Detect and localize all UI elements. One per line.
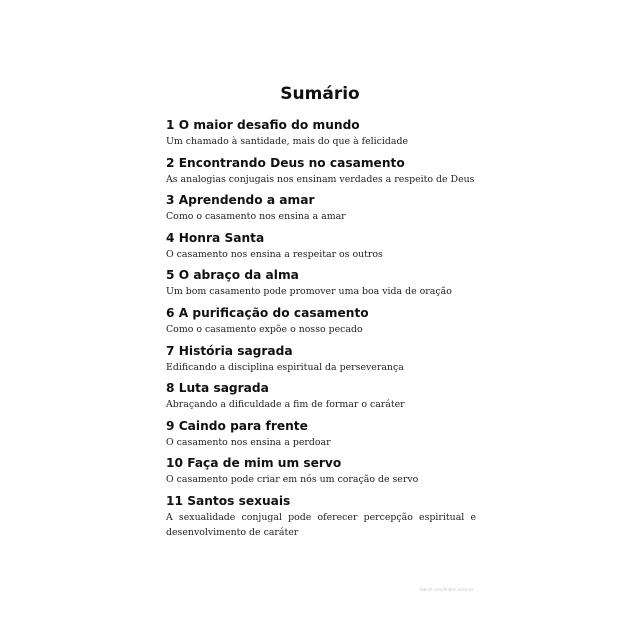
- chapter-subtitle: Abraçando a dificuldade a fim de formar o caráter: [166, 399, 405, 411]
- watermark-text: Rakim.com/fintkm.amar.ks: [420, 587, 474, 592]
- chapter-subtitle: As analogias conjugais nos ensinam verdades a respeito de Deus: [166, 173, 475, 185]
- toc-entry-1: [166, 117, 476, 155]
- toc-entry-10: [166, 455, 476, 493]
- toc-entry-8: [166, 380, 476, 418]
- toc-entry-3: [166, 192, 476, 230]
- chapter-subtitle: Um chamado à santidade, mais do que à felicidade: [166, 136, 409, 147]
- table-of-contents: [166, 117, 476, 538]
- chapter-heading: 3 Aprendendo a amar: [166, 193, 315, 208]
- chapter-subtitle: O casamento pode criar em nós um coração de servo: [166, 474, 419, 486]
- chapter-heading: 4 Honra Santa: [166, 230, 265, 245]
- toc-entry-11: [166, 493, 476, 538]
- toc-entry-4: [166, 230, 476, 268]
- chapter-subtitle: Edificando a disciplina espiritual da perseverança: [166, 361, 404, 373]
- chapter-heading: 8 Luta sagrada: [166, 381, 269, 396]
- chapter-heading: 1 O maior desafio do mundo: [166, 118, 360, 132]
- chapter-subtitle: A sexualidade conjugal pode oferecer percepção espiritual e desenvolvimento de caráter: [166, 511, 476, 538]
- chapter-heading: 10 Faça de mim um servo: [166, 456, 342, 471]
- chapter-heading: 5 O abraço da alma: [166, 268, 299, 283]
- chapter-subtitle: Como o casamento expõe o nosso pecado: [166, 323, 363, 335]
- chapter-subtitle: Como o casamento nos ensina a amar: [166, 211, 346, 223]
- chapter-heading: 2 Encontrando Deus no casamento: [166, 155, 405, 170]
- toc-entry-7: [166, 343, 476, 381]
- chapter-subtitle: O casamento nos ensina a perdoar: [166, 436, 331, 448]
- chapter-heading: 11 Santos sexuais: [166, 493, 291, 508]
- chapter-subtitle: Um bom casamento pode promover uma boa vida de oração: [166, 286, 452, 298]
- toc-entry-5: [166, 267, 476, 305]
- toc-entry-9: [166, 418, 476, 456]
- chapter-heading: 7 História sagrada: [166, 343, 293, 358]
- toc-entry-2: [166, 155, 476, 193]
- chapter-heading: 9 Caindo para frente: [166, 418, 308, 433]
- chapter-subtitle: O casamento nos ensina a respeitar os outros: [166, 248, 383, 260]
- page-title: Sumário: [280, 84, 360, 104]
- toc-entry-6: [166, 305, 476, 343]
- chapter-heading: 6 A purificação do casamento: [166, 305, 369, 320]
